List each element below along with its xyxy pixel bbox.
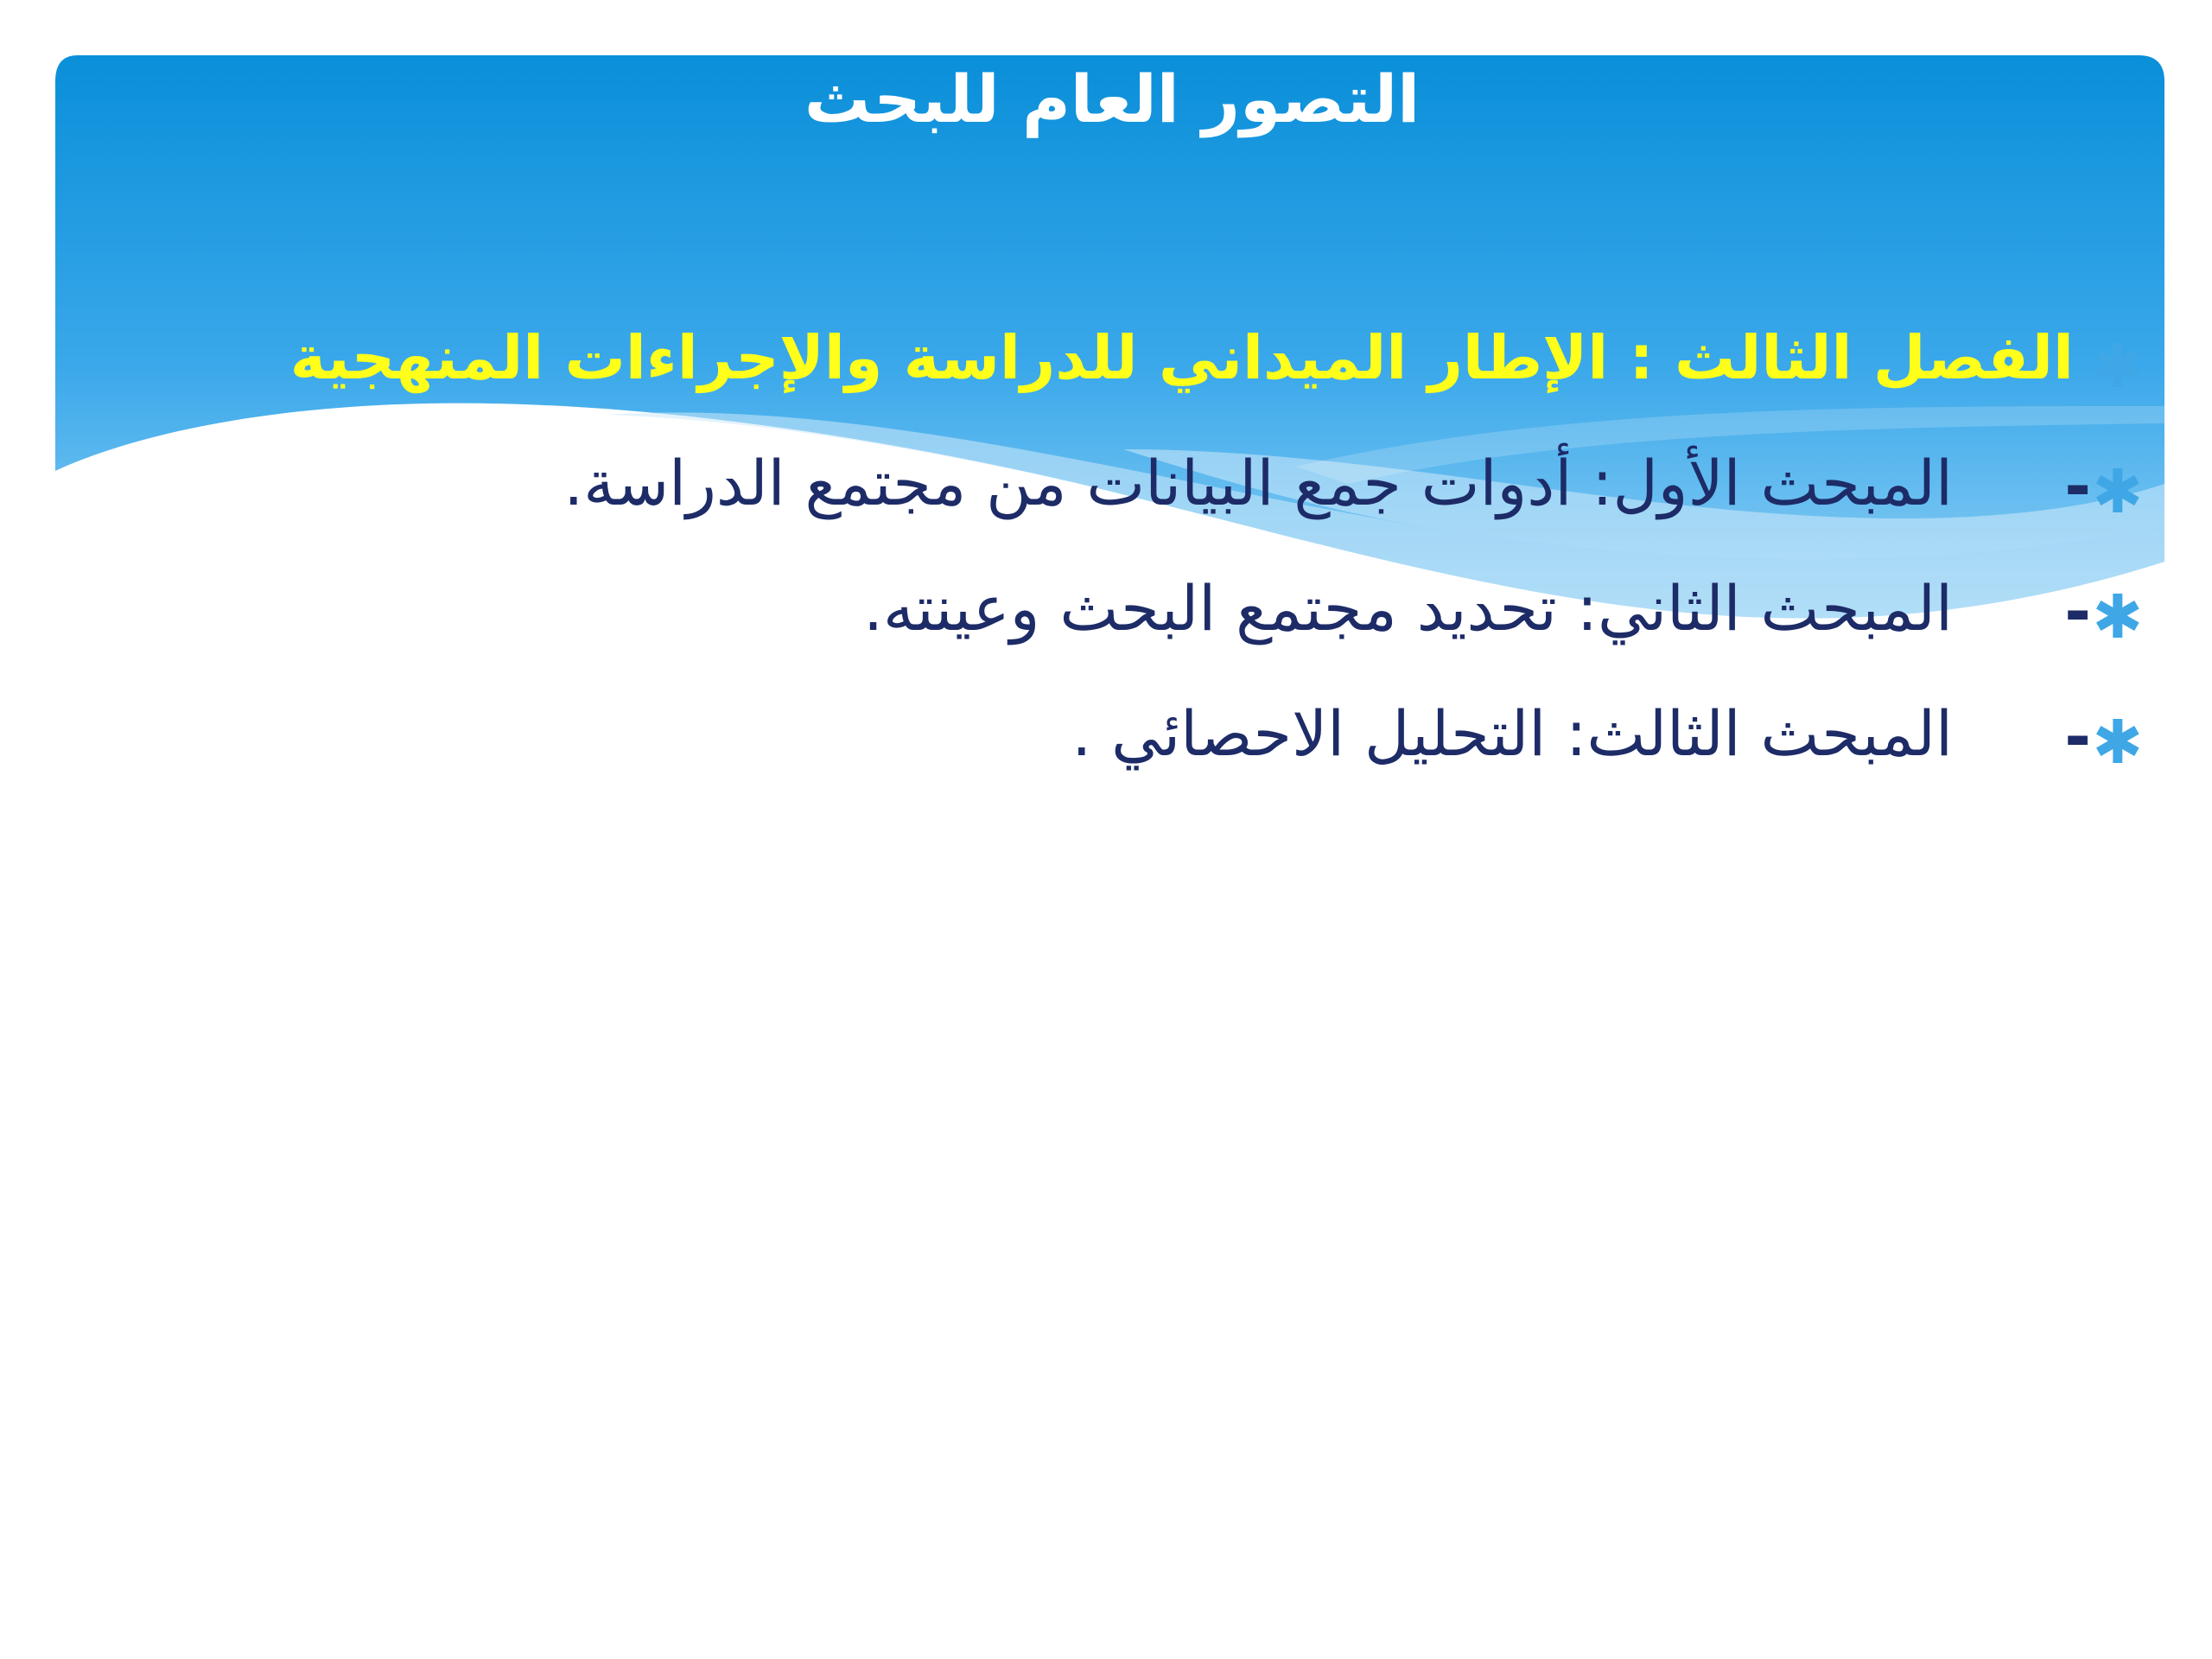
list-item-heading: [121, 302, 2143, 428]
chapter-heading: الفصل الثالث : الإطار الميداني للدراسة والإجراءات المنهجية: [289, 322, 2074, 393]
dash-marker: -: [2064, 700, 2091, 774]
asterisk-icon: ✱: [2092, 456, 2143, 527]
dash-marker: -: [2064, 575, 2091, 649]
asterisk-icon: ✱: [2092, 331, 2143, 402]
list-item: [121, 428, 2143, 553]
list-item-text: المبحث الثالث: التحليل الاحصائي .: [1071, 697, 1953, 770]
list-item: [121, 553, 2143, 678]
bullet-list: [121, 302, 2143, 804]
asterisk-icon: ✱: [2092, 707, 2143, 778]
slide-title: التصور العام للبحث: [804, 60, 1421, 137]
list-item-text: المبحث الأول: أدوات جمع البيانات من مجتمع الدراسة.: [563, 447, 1953, 519]
list-item: [121, 678, 2143, 804]
dash-marker: -: [2064, 449, 2091, 524]
asterisk-icon: ✱: [2092, 582, 2143, 652]
list-item-text: المبحث الثاني: تحديد مجتمع البحث وعينته.: [863, 572, 1953, 645]
